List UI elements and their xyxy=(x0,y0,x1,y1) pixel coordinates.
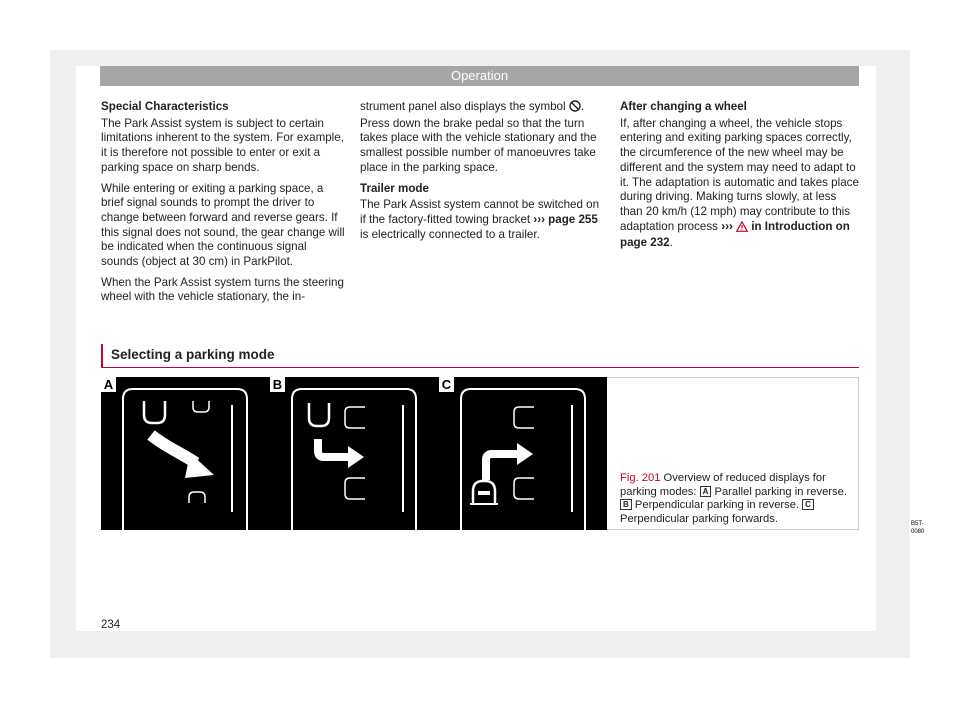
column-1 xyxy=(101,100,347,311)
key-box-b: B xyxy=(620,499,632,510)
figure-caption xyxy=(620,472,850,526)
link-arrows[interactable]: ››› xyxy=(721,219,733,233)
caption-text: Perpendicular parking forwards. xyxy=(620,512,778,525)
column-2 xyxy=(360,100,606,248)
text: The Park Assist system cannot be switched on if the factory-fitted towing bracket xyxy=(360,198,600,226)
introduction-link[interactable]: in Introduction on page 232 xyxy=(620,219,850,250)
caption-text: Overview of reduced displays for parking modes: xyxy=(620,472,826,498)
text: strument panel also displays the symbol xyxy=(360,100,566,113)
panel-label-a: A xyxy=(101,377,116,392)
figure-number: Fig. 201 xyxy=(620,472,661,484)
text: is electrically connected to a trailer. xyxy=(360,227,540,241)
text: . xyxy=(669,236,673,250)
key-box-a: A xyxy=(700,486,712,497)
text: If, after changing a wheel, the vehicle stops entering and exiting parking spaces correctly, the circumference of the new wheel may be different and the system may need to adapt to it. The adaptation is automatic and takes place during driving. Making turns slowly, at less than 20 km/h (12 mph) may contribute to this adaptation process xyxy=(620,116,859,233)
heading-special-characteristics: Special Characteristics xyxy=(101,100,229,113)
column-3 xyxy=(620,100,860,257)
steering-stop-icon xyxy=(569,100,581,117)
key-box-c: C xyxy=(802,499,814,510)
heading-after-changing-wheel: After changing a wheel xyxy=(620,100,747,113)
section-header: Operation xyxy=(100,66,859,86)
paragraph xyxy=(360,198,606,242)
page-number: 234 xyxy=(101,619,121,631)
panel-label-b: B xyxy=(270,377,285,392)
panel-b xyxy=(270,377,438,530)
section-title: Selecting a parking mode xyxy=(101,344,859,368)
caption-text: Parallel parking in reverse. xyxy=(714,485,847,498)
text: . Press down the brake pedal so that the turn takes place with the vehicle stationary and the smallest possible number of manoeuvres take place in the parking space. xyxy=(360,100,597,174)
paragraph: When the Park Assist system turns the steering wheel with the vehicle stationary, the in- xyxy=(101,275,344,304)
panel-a xyxy=(101,377,269,530)
caption-text: Perpendicular parking in reverse. xyxy=(634,499,800,511)
warning-icon xyxy=(736,221,748,237)
panel-label-c: C xyxy=(439,377,454,392)
paragraph xyxy=(620,117,860,251)
figure-code: B5T-0080 xyxy=(911,521,925,535)
heading-trailer-mode: Trailer mode xyxy=(360,181,429,195)
paragraph: The Park Assist system is subject to certain limitations inherent to the system. For example, it is therefore not possible to enter or exit a parking space on sharp bends. xyxy=(101,116,344,174)
paragraph: While entering or exiting a parking space, a brief signal sounds to prompt the driver to change between forward and reverse gears. If this signal does not sound, the gear change will be indicated when the continuous signal sounds (object at 30 cm) in ParkPilot. xyxy=(101,181,345,269)
page-link[interactable]: ››› page 255 xyxy=(533,212,598,226)
paragraph xyxy=(360,100,606,176)
